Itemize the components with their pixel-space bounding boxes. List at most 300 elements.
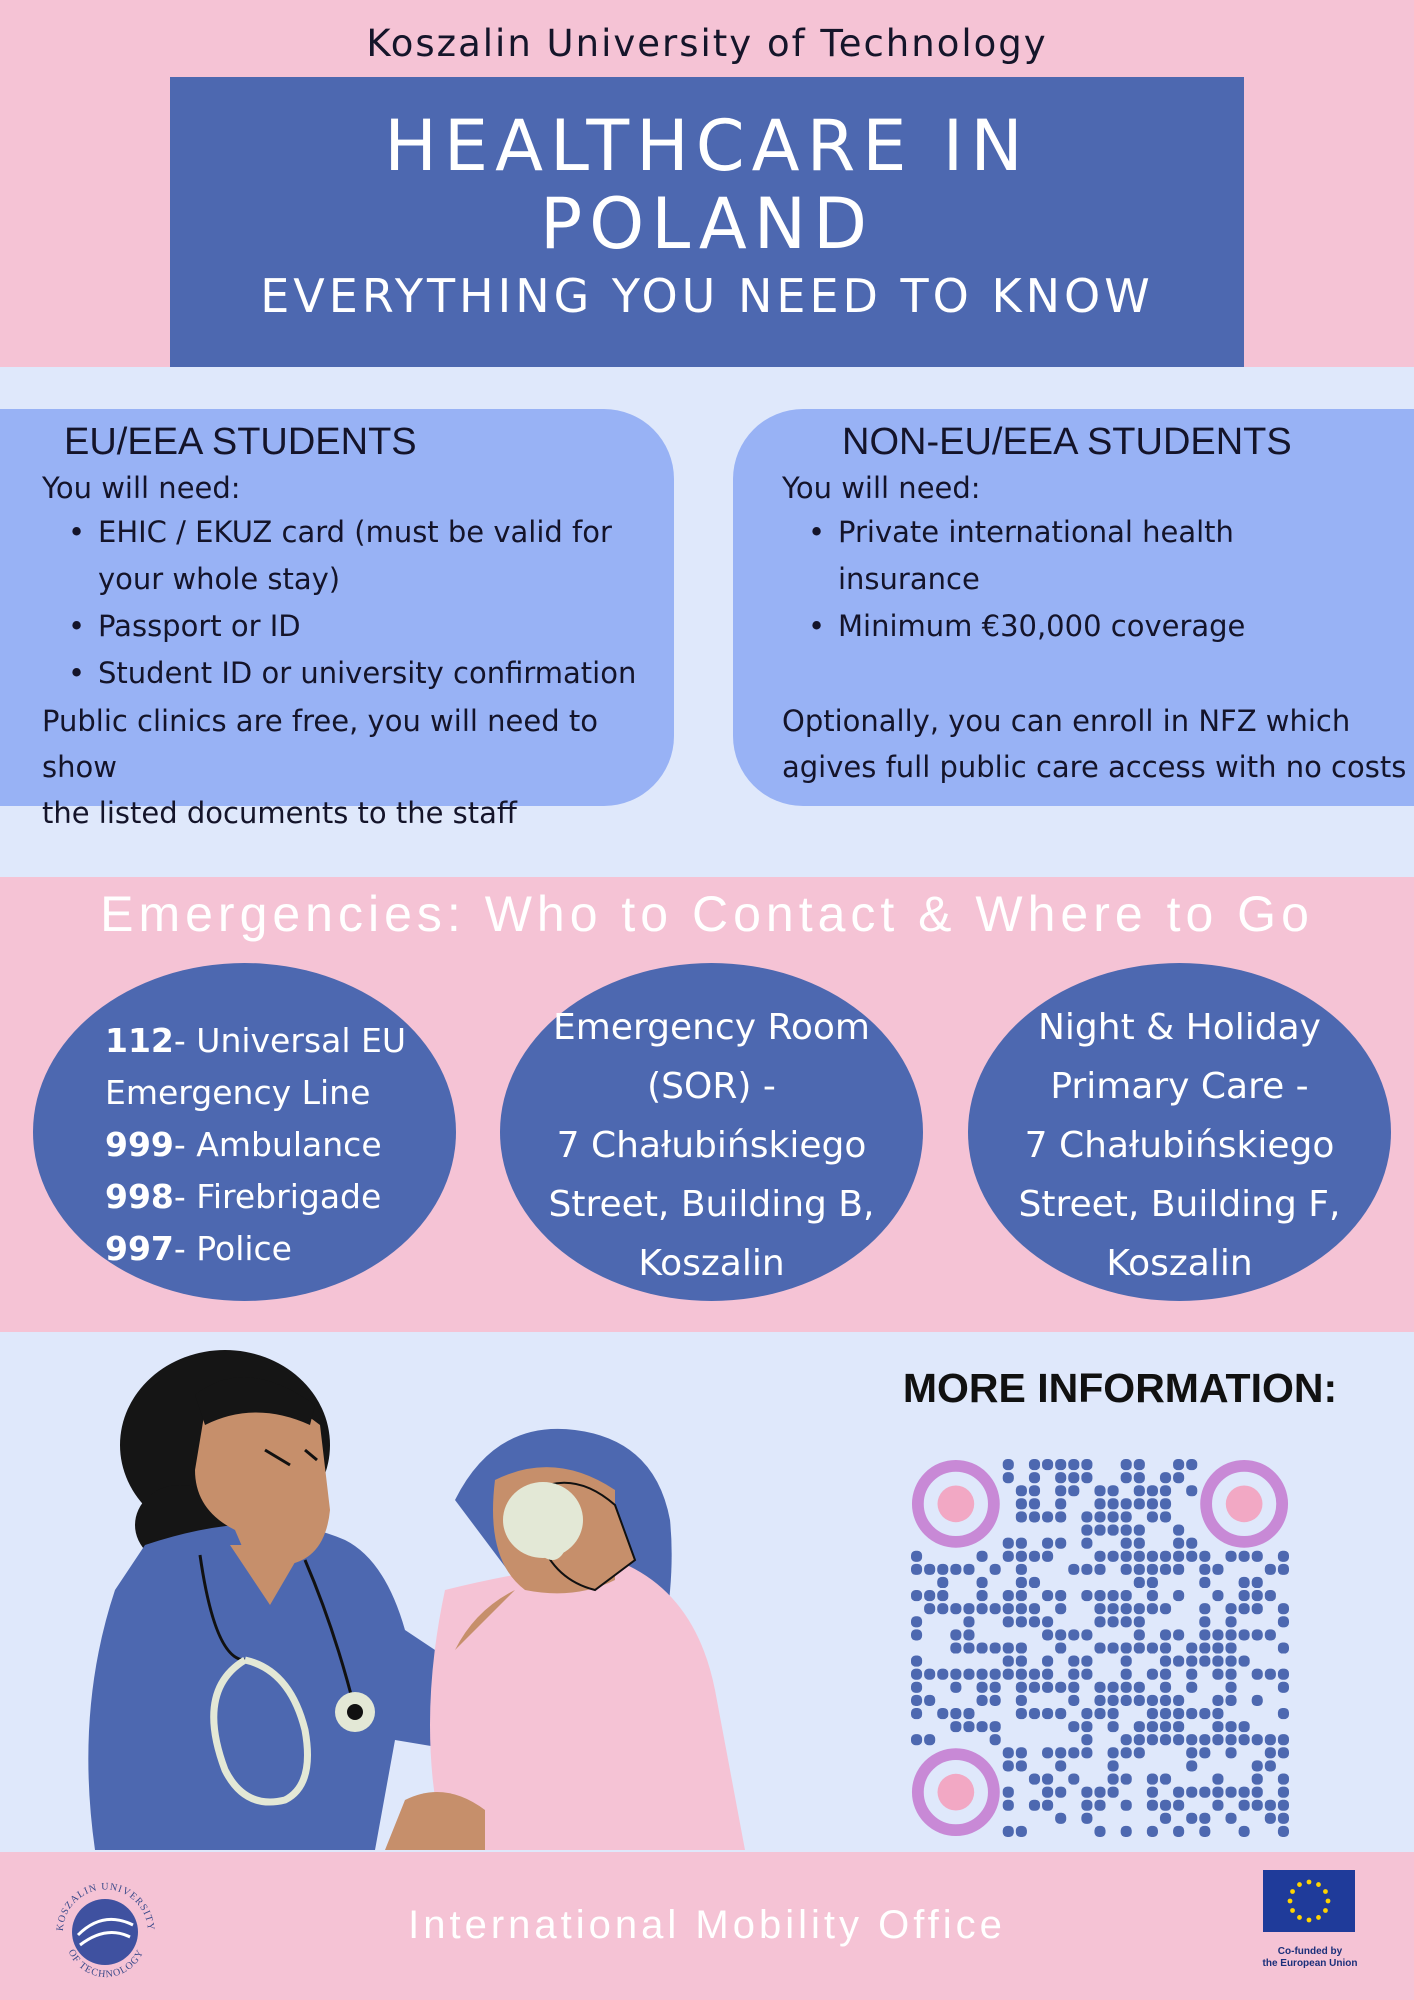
eu-card-intro: You will need: <box>42 471 241 505</box>
er-line: (SOR) - <box>647 1066 776 1107</box>
qr-module <box>1029 1511 1040 1522</box>
qr-module <box>937 1577 948 1588</box>
qr-module <box>1121 1695 1132 1706</box>
qr-module <box>1016 1603 1027 1614</box>
qr-module <box>1042 1682 1053 1693</box>
list-item-continuation: insurance <box>838 562 980 596</box>
qr-module <box>1016 1498 1027 1509</box>
qr-module <box>1212 1564 1223 1575</box>
qr-module <box>1265 1629 1276 1640</box>
qr-module <box>1081 1538 1092 1549</box>
er-line: Street, Building B, <box>548 1184 875 1225</box>
qr-module <box>1108 1721 1119 1732</box>
qr-module <box>1186 1538 1197 1549</box>
qr-module <box>1042 1800 1053 1811</box>
er-line: Emergency Room <box>552 1007 870 1048</box>
qr-module <box>1121 1472 1132 1483</box>
qr-module <box>1016 1826 1027 1837</box>
eu-card-footer <box>42 698 674 836</box>
eu-caption-line-1: Co-funded by <box>1277 1946 1343 1957</box>
qr-module <box>977 1682 988 1693</box>
qr-module <box>1029 1616 1040 1627</box>
qr-module <box>1147 1642 1158 1653</box>
list-item: • Passport or ID <box>68 603 636 650</box>
qr-module <box>1108 1485 1119 1496</box>
emergency-number: 112 <box>105 1021 174 1060</box>
qr-module <box>1029 1498 1040 1509</box>
qr-module <box>1147 1511 1158 1522</box>
emergency-label: - Ambulance <box>173 1125 382 1164</box>
qr-module <box>1212 1590 1223 1601</box>
qr-module <box>1147 1577 1158 1588</box>
qr-module <box>963 1616 974 1627</box>
qr-module <box>977 1577 988 1588</box>
eu-star-icon <box>1297 1882 1302 1887</box>
qr-module <box>977 1590 988 1601</box>
qr-module <box>1068 1773 1079 1784</box>
qr-module <box>1121 1538 1132 1549</box>
qr-module <box>1199 1616 1210 1627</box>
qr-module <box>1147 1826 1158 1837</box>
qr-module <box>1160 1721 1171 1732</box>
qr-module <box>1081 1721 1092 1732</box>
emergency-number: 999 <box>105 1125 174 1164</box>
qr-module <box>1147 1498 1158 1509</box>
qr-module <box>1186 1682 1197 1693</box>
emergency-room-circle <box>500 963 923 1301</box>
emergency-label: - Firebrigade <box>173 1177 382 1216</box>
qr-module <box>1239 1656 1250 1667</box>
qr-module <box>911 1695 922 1706</box>
qr-module <box>1121 1642 1132 1653</box>
qr-module <box>977 1551 988 1562</box>
list-item-continuation: your whole stay) <box>98 562 341 596</box>
non-eu-card-list <box>780 509 1245 650</box>
qr-module <box>1121 1682 1132 1693</box>
qr-module <box>1108 1498 1119 1509</box>
qr-module <box>1055 1485 1066 1496</box>
qr-module <box>1003 1656 1014 1667</box>
list-item: • Private international health <box>808 509 1245 556</box>
qr-module <box>1094 1603 1105 1614</box>
qr-module <box>963 1564 974 1575</box>
qr-module <box>1003 1472 1014 1483</box>
eu-star-icon <box>1307 1918 1312 1923</box>
qr-module <box>1160 1603 1171 1614</box>
emergency-number-row <box>105 1067 406 1119</box>
qr-module <box>1173 1826 1184 1837</box>
qr-module <box>1003 1538 1014 1549</box>
qr-module <box>924 1734 935 1745</box>
qr-module <box>1265 1669 1276 1680</box>
qr-module <box>1212 1787 1223 1798</box>
qr-module <box>1029 1682 1040 1693</box>
qr-module <box>1212 1734 1223 1745</box>
qr-module <box>1081 1747 1092 1758</box>
qr-module <box>1160 1669 1171 1680</box>
qr-module <box>1173 1525 1184 1536</box>
qr-module <box>1108 1787 1119 1798</box>
qr-module <box>1134 1682 1145 1693</box>
qr-module <box>977 1695 988 1706</box>
qr-module <box>1081 1459 1092 1470</box>
qr-module <box>1265 1747 1276 1758</box>
qr-module <box>1239 1551 1250 1562</box>
emergency-number-row <box>105 1015 406 1067</box>
qr-module <box>924 1669 935 1680</box>
qr-module <box>1055 1603 1066 1614</box>
qr-module <box>1252 1773 1263 1784</box>
qr-module <box>1121 1800 1132 1811</box>
qr-module <box>1160 1734 1171 1745</box>
qr-module <box>1003 1826 1014 1837</box>
qr-module <box>1081 1708 1092 1719</box>
qr-module <box>1081 1800 1092 1811</box>
qr-module <box>1055 1459 1066 1470</box>
qr-module <box>1212 1656 1223 1667</box>
emergency-number-row <box>105 1171 406 1223</box>
qr-module <box>1081 1525 1092 1536</box>
qr-module <box>1042 1459 1053 1470</box>
eu-star-icon <box>1316 1915 1321 1920</box>
qr-module <box>1121 1551 1132 1562</box>
qr-module <box>1173 1734 1184 1745</box>
qr-module <box>1134 1485 1145 1496</box>
nurse-patient-illustration <box>55 1330 865 1852</box>
qr-module <box>1225 1642 1236 1653</box>
qr-module <box>1173 1629 1184 1640</box>
qr-module <box>1055 1590 1066 1601</box>
qr-module <box>1186 1747 1197 1758</box>
qr-module <box>977 1721 988 1732</box>
night-line: 7 Chałubińskiego <box>1024 1125 1335 1166</box>
qr-module <box>1108 1642 1119 1653</box>
qr-module <box>1121 1773 1132 1784</box>
eu-star-icon <box>1316 1882 1321 1887</box>
qr-module <box>1173 1656 1184 1667</box>
qr-module <box>1199 1629 1210 1640</box>
qr-module <box>1055 1538 1066 1549</box>
qr-module <box>950 1564 961 1575</box>
qr-module <box>1094 1642 1105 1653</box>
qr-module <box>1147 1695 1158 1706</box>
qr-module <box>1147 1669 1158 1680</box>
qr-module <box>1212 1773 1223 1784</box>
qr-module <box>1278 1787 1289 1798</box>
qr-module <box>1199 1551 1210 1562</box>
qr-module <box>1160 1511 1171 1522</box>
list-item: • EHIC / EKUZ card (must be valid for <box>68 509 636 556</box>
qr-module <box>950 1629 961 1640</box>
qr-module <box>911 1682 922 1693</box>
qr-module <box>1173 1564 1184 1575</box>
qr-module <box>1265 1564 1276 1575</box>
qr-module <box>1160 1656 1171 1667</box>
qr-module <box>1134 1538 1145 1549</box>
qr-module <box>1042 1787 1053 1798</box>
qr-module <box>1029 1459 1040 1470</box>
qr-module <box>1160 1551 1171 1562</box>
qr-module <box>1186 1551 1197 1562</box>
qr-module <box>1225 1734 1236 1745</box>
qr-module <box>1252 1760 1263 1771</box>
qr-module <box>1068 1695 1079 1706</box>
night-line: Street, Building F, <box>1018 1184 1341 1225</box>
qr-module <box>1081 1629 1092 1640</box>
qr-module <box>1016 1682 1027 1693</box>
qr-module <box>937 1603 948 1614</box>
qr-module <box>1029 1577 1040 1588</box>
qr-module <box>924 1590 935 1601</box>
qr-module <box>1278 1642 1289 1653</box>
qr-finder-dot <box>1226 1486 1263 1523</box>
qr-module <box>1278 1616 1289 1627</box>
qr-module <box>1108 1603 1119 1614</box>
qr-module <box>963 1603 974 1614</box>
eu-star-icon <box>1307 1880 1312 1885</box>
qr-module <box>977 1603 988 1614</box>
qr-module <box>1147 1787 1158 1798</box>
qr-module <box>1094 1525 1105 1536</box>
qr-module <box>1121 1498 1132 1509</box>
title-line-2: POLAND <box>539 183 875 265</box>
qr-module <box>1225 1813 1236 1824</box>
qr-module <box>1134 1551 1145 1562</box>
qr-module <box>1278 1734 1289 1745</box>
qr-module <box>1108 1682 1119 1693</box>
title-banner <box>170 77 1244 367</box>
qr-module <box>1068 1669 1079 1680</box>
qr-module <box>1134 1747 1145 1758</box>
qr-module <box>1094 1616 1105 1627</box>
qr-module <box>1081 1472 1092 1483</box>
qr-module <box>924 1695 935 1706</box>
qr-module <box>1094 1564 1105 1575</box>
qr-module <box>1186 1760 1197 1771</box>
qr-module <box>1186 1787 1197 1798</box>
qr-module <box>1068 1682 1079 1693</box>
qr-module <box>1278 1800 1289 1811</box>
qr-module <box>1225 1629 1236 1640</box>
night-line: Koszalin <box>1106 1243 1253 1284</box>
qr-module <box>1081 1656 1092 1667</box>
qr-module <box>1029 1669 1040 1680</box>
qr-module <box>1186 1669 1197 1680</box>
qr-module <box>1121 1525 1132 1536</box>
qr-module <box>1239 1603 1250 1614</box>
eu-star-icon <box>1326 1899 1331 1904</box>
qr-module <box>1055 1682 1066 1693</box>
qr-module <box>1252 1695 1263 1706</box>
qr-module <box>1134 1498 1145 1509</box>
qr-module <box>1252 1787 1263 1798</box>
qr-module <box>1029 1551 1040 1562</box>
emergency-label: - Universal EU <box>173 1021 407 1060</box>
qr-code[interactable] <box>910 1458 1290 1838</box>
qr-module <box>1239 1590 1250 1601</box>
qr-module <box>1016 1747 1027 1758</box>
qr-module <box>1121 1616 1132 1627</box>
emergency-room-text <box>500 998 923 1293</box>
emergencies-title: Emergencies: Who to Contact & Where to Go <box>100 886 1314 942</box>
qr-module <box>1042 1669 1053 1680</box>
qr-module <box>1173 1459 1184 1470</box>
qr-module <box>1068 1485 1079 1496</box>
qr-module <box>1160 1485 1171 1496</box>
qr-module <box>1134 1629 1145 1640</box>
qr-module <box>1042 1551 1053 1562</box>
qr-module <box>1094 1695 1105 1706</box>
qr-module <box>990 1695 1001 1706</box>
qr-module <box>1147 1603 1158 1614</box>
qr-module <box>1016 1590 1027 1601</box>
qr-module <box>1160 1564 1171 1575</box>
qr-module <box>1094 1826 1105 1837</box>
qr-module <box>1016 1551 1027 1562</box>
qr-module <box>1147 1590 1158 1601</box>
eu-card-list <box>40 509 636 697</box>
qr-module <box>1029 1773 1040 1784</box>
qr-module <box>1147 1485 1158 1496</box>
qr-module <box>1134 1695 1145 1706</box>
qr-module <box>1016 1511 1027 1522</box>
qr-module <box>1134 1642 1145 1653</box>
qr-module <box>1108 1708 1119 1719</box>
qr-module <box>1265 1800 1276 1811</box>
qr-module <box>1121 1747 1132 1758</box>
qr-module <box>1199 1708 1210 1719</box>
qr-module <box>1042 1629 1053 1640</box>
qr-module <box>1055 1787 1066 1798</box>
qr-module <box>1173 1695 1184 1706</box>
qr-module <box>1094 1511 1105 1522</box>
qr-module <box>1252 1603 1263 1614</box>
qr-module <box>1108 1511 1119 1522</box>
qr-module <box>1068 1472 1079 1483</box>
qr-module <box>963 1708 974 1719</box>
qr-module <box>1239 1787 1250 1798</box>
qr-module <box>1252 1800 1263 1811</box>
qr-module <box>1252 1551 1263 1562</box>
list-item: • Student ID or university confirmation <box>68 650 636 697</box>
qr-module <box>1042 1511 1053 1522</box>
qr-module <box>1121 1734 1132 1745</box>
qr-module <box>1016 1695 1027 1706</box>
qr-module <box>1278 1826 1289 1837</box>
er-line: Koszalin <box>638 1243 785 1284</box>
qr-module <box>1225 1721 1236 1732</box>
qr-module <box>1186 1642 1197 1653</box>
qr-module <box>1265 1590 1276 1601</box>
qr-module <box>1252 1734 1263 1745</box>
qr-module <box>1029 1800 1040 1811</box>
qr-module <box>1094 1498 1105 1509</box>
qr-module <box>1055 1629 1066 1640</box>
qr-module <box>1094 1800 1105 1811</box>
logo-text-top: KOSZALIN UNIVERSITY <box>54 1881 157 1932</box>
qr-module <box>1252 1629 1263 1640</box>
eu-star-icon <box>1288 1899 1293 1904</box>
qr-module <box>1029 1472 1040 1483</box>
qr-module <box>990 1642 1001 1653</box>
qr-module <box>1055 1813 1066 1824</box>
qr-module <box>1199 1826 1210 1837</box>
qr-module <box>911 1656 922 1667</box>
eu-star-icon <box>1290 1908 1295 1913</box>
emergency-number: 997 <box>105 1229 174 1268</box>
qr-module <box>1121 1826 1132 1837</box>
qr-module <box>1239 1721 1250 1732</box>
qr-module <box>1003 1669 1014 1680</box>
qr-module <box>1173 1538 1184 1549</box>
qr-module <box>990 1603 1001 1614</box>
qr-module <box>1225 1616 1236 1627</box>
qr-module <box>1239 1577 1250 1588</box>
qr-module <box>1108 1695 1119 1706</box>
qr-module <box>1265 1760 1276 1771</box>
qr-module <box>1055 1760 1066 1771</box>
qr-module <box>1042 1616 1053 1627</box>
qr-module <box>1003 1760 1014 1771</box>
qr-module <box>950 1669 961 1680</box>
qr-module <box>1042 1590 1053 1601</box>
qr-module <box>1108 1551 1119 1562</box>
qr-module <box>1016 1577 1027 1588</box>
non-eu-footer-line-2: agives full public care access with no costs <box>782 750 1407 784</box>
qr-finder-dot <box>938 1774 975 1811</box>
qr-module <box>1081 1564 1092 1575</box>
qr-module <box>1239 1800 1250 1811</box>
qr-module <box>1016 1642 1027 1653</box>
qr-module <box>1068 1747 1079 1758</box>
qr-module <box>1173 1472 1184 1483</box>
qr-module <box>950 1642 961 1653</box>
qr-module <box>950 1682 961 1693</box>
qr-module <box>1173 1721 1184 1732</box>
qr-module <box>937 1708 948 1719</box>
qr-module <box>1160 1498 1171 1509</box>
qr-module <box>1160 1773 1171 1784</box>
qr-module <box>1278 1669 1289 1680</box>
non-eu-footer-line-1: Optionally, you can enroll in NFZ which <box>782 704 1351 738</box>
er-line: 7 Chałubińskiego <box>556 1125 867 1166</box>
qr-module <box>1199 1747 1210 1758</box>
qr-module <box>1147 1773 1158 1784</box>
non-eu-students-card <box>733 409 1414 806</box>
qr-module <box>990 1669 1001 1680</box>
qr-module <box>1029 1603 1040 1614</box>
eu-students-card <box>0 409 674 830</box>
qr-module <box>1029 1485 1040 1496</box>
qr-module <box>1068 1564 1079 1575</box>
qr-module <box>1278 1603 1289 1614</box>
qr-module <box>1212 1669 1223 1680</box>
eu-star-icon <box>1323 1889 1328 1894</box>
qr-module <box>1016 1485 1027 1496</box>
qr-module <box>1186 1734 1197 1745</box>
qr-module <box>1199 1656 1210 1667</box>
emergency-numbers-list <box>105 1015 406 1275</box>
qr-module <box>1225 1603 1236 1614</box>
qr-module <box>1252 1577 1263 1588</box>
qr-module <box>950 1708 961 1719</box>
emergency-label: Emergency Line <box>105 1073 371 1112</box>
qr-module <box>1016 1564 1027 1575</box>
qr-module <box>950 1721 961 1732</box>
qr-module <box>1016 1616 1027 1627</box>
qr-module <box>1003 1642 1014 1653</box>
qr-module <box>1016 1538 1027 1549</box>
